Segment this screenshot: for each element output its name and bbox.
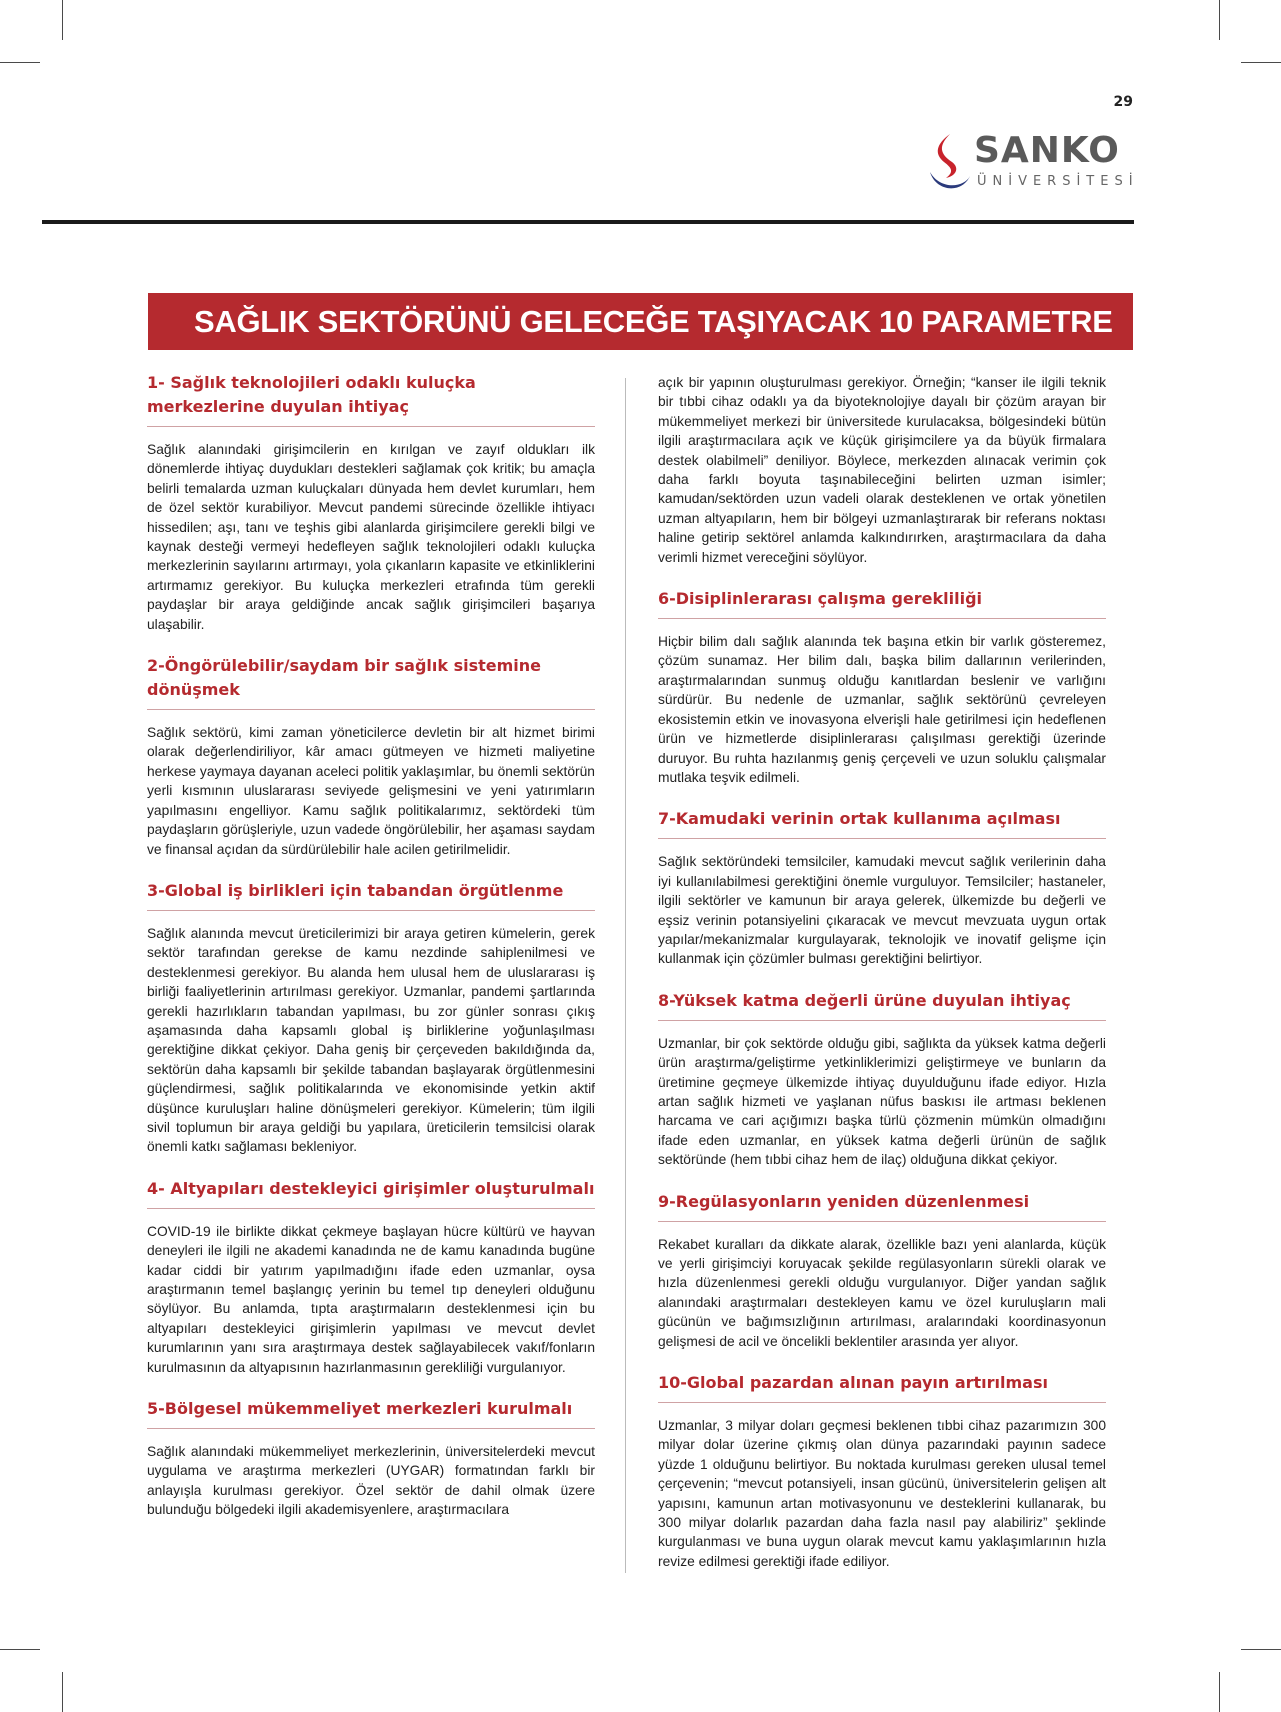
crop-mark <box>62 0 63 40</box>
section-10 <box>658 1371 1106 1571</box>
crop-mark <box>0 1649 40 1650</box>
section-heading: 9-Regülasyonların yeniden düzenlenmesi <box>658 1190 1106 1222</box>
university-logo <box>926 130 1139 204</box>
section-heading: 8-Yüksek katma değerli ürüne duyulan ihtiyaç <box>658 989 1106 1021</box>
section-2 <box>147 654 595 859</box>
section-body: Uzmanlar, 3 milyar doları geçmesi beklenen tıbbi cihaz pazarımızın 300 milyar dolar üzerine çıkmış olan dünya pazarındaki payının sadece yüzde 1 olduğunu belirtiyor. Bu noktada kurulması gereken ulusal temel çerçevenin; “mevcut potansiyeli, insan gücünü, üniversitelerin gelişen alt yapısını, kamunun artan motivasyonunu ve desteklerini kullanarak, bu 300 milyar dolarlık pazardan daha fazla nasıl pay alabiliriz” şeklinde kurgulanması ve buna uygun olarak mevcut kamu yaklaşımlarının hızla revize edilmesi gerektiği ifade ediliyor. <box>658 1418 1106 1569</box>
section-body: COVID-19 ile birlikte dikkat çekmeye başlayan hücre kültürü ve hayvan deneyleri ile ilgili ne akademi kanadında ne de kamu kanadında bugüne kadar ciddi bir yatırım yapılmadığını ifade eden uzmanlar, oysa araştırmanın temel başlangıç yerinin bu temel tıp deneyleri olduğunu söylüyor. Bu anlamda, tıpta araştırmaların desteklenmesi için bu altyapıları destekleyici girişimlerin yapılması ve mevcut devlet kurumlarının yanı sıra araştırmaya destek sağlayabilecek vakıf/fonların kurulmasının da altyapısının hazırlanmasının gerekliliği vurgulanıyor. <box>147 1223 595 1375</box>
section-4 <box>147 1177 595 1377</box>
section-body: Rekabet kuralları da dikkate alarak, özellikle bazı yeni alanlarda, küçük ve yerli girişimciyi koruyacak şekilde regülasyonların sürekli olarak ve hızla düzenlenmesi gerekli olduğu vurgulanıyor. Diğer yandan sağlık alanındaki araştırmaları destekleyen kamu ve özel kuruluşların mali gücünün ve bağımsızlığının artırılması, aralarındaki koordinasyonun gelişmesi de acil ve öncelikli beklentiler arasında yer alıyor. <box>658 1236 1106 1349</box>
section-heading: 5-Bölgesel mükemmeliyet merkezleri kurulmalı <box>147 1397 595 1429</box>
section-heading: 7-Kamudaki verinin ortak kullanıma açılması <box>658 807 1106 839</box>
article-title: SAĞLIK SEKTÖRÜNÜ GELECEĞE TAŞIYACAK 10 PARAMETRE <box>148 293 1133 350</box>
section-5-continued: açık bir yapının oluşturulması gerekiyor. Örneğin; “kanser ile ilgili teknik bir tıbbi cihaz odaklı ya da biyoteknolojiye dayalı bir çözüm arayan bir mükemmeliyet merkezi bir üniversitede kurulacaksa, bölgesindeki bütün ilgili araştırmacılara açık ve küçük girişimcilere ya da büyük firmalara destek olabilmeli” deniliyor. Böylece, merkezden alınacak verimin çok daha farklı boyuta taşınabileceğini belirten uzman isimler; kamudan/sektörden uzun vadeli olarak desteklenen ve ortak yönetilen uzman altyapıların, hem bir bölgeyi uzmanlaştırarak bir referans noktası haline getirip sektörel anlamda kalkındırırken, araştırmacılara da daha verimli hizmet vereceğini söylüyor. <box>658 375 1106 565</box>
section-3 <box>147 879 595 1157</box>
section-heading: 6-Disiplinlerarası çalışma gerekliliği <box>658 587 1106 619</box>
crop-mark <box>62 1672 63 1712</box>
crop-mark <box>0 62 40 63</box>
section-heading: 10-Global pazardan alınan payın artırılması <box>658 1371 1106 1403</box>
section-9 <box>658 1190 1106 1351</box>
header-rule <box>42 220 1134 224</box>
section-1 <box>147 371 595 634</box>
section-5 <box>147 1397 595 1520</box>
logo-subtitle: ÜNİVERSİTESİ <box>977 174 1139 189</box>
crop-mark <box>1219 1672 1220 1712</box>
section-8 <box>658 989 1106 1170</box>
section-6 <box>658 587 1106 787</box>
crop-mark <box>1241 62 1281 63</box>
logo-wordmark: SANKO <box>974 130 1120 171</box>
section-body: Sağlık alanındaki mükemmeliyet merkezlerinin, üniversitelerdeki mevcut uygulama ve araştırma merkezleri (UYGAR) formatından farklı bir anlayışla kurulması gerekiyor. Özel sektör de dahil olmak üzere bulunduğu bölgedeki ilgili akademisyenlere, araştırmacılara <box>147 1444 595 1518</box>
section-body: Hiçbir bilim dalı sağlık alanında tek başına etkin bir varlık gösteremez, çözüm sunamaz. Her bilim dalı, başka bilim dallarının verilerinden, araştırmalarından sunmuş olduğu kanıtlardan beslenir ve varlığını sürdürür. Bu nedenle de uzmanlar, sağlık sektörünü çevreleyen ekosistemin etkin ve inovasyona elverişli hale getirilmesi için hedeflenen ürün ve hizmetlerde disiplinlerarası çalışılması gerektiği üzerinde duruyor. Bu ruhta hazılanmış geniş çerçeveli ve uzun soluklu çalışmalar mutlaka teşvik edilmeli. <box>658 634 1106 785</box>
crop-mark <box>1219 0 1220 40</box>
crop-mark <box>1241 1649 1281 1650</box>
section-7 <box>658 807 1106 968</box>
section-body: Sağlık sektörü, kimi zaman yöneticilerce devletin bir alt hizmet birimi olarak değerlendiriliyor, kâr amacı gütmeyen ve hizmeti maliyetine herkese yaymaya dayanan aceleci politik yaklaşımlar, bu önemli sektörün yerli kısmının uluslararası seviyede gelişmesini ve yeni yatırımların yapılmasını engelliyor. Kamu sağlık politikalarımız, sektördeki tüm paydaşların görüşleriyle, uzun vadede öngörülebilir, her aşaması saydam ve finansal açıdan da sürdürülebilir hale acilen getirilmelidir. <box>147 725 595 857</box>
section-heading: 1- Sağlık teknolojileri odaklı kuluçka merkezlerine duyulan ihtiyaç <box>147 371 595 427</box>
sanko-emblem-icon <box>926 132 972 200</box>
section-heading: 2-Öngörülebilir/saydam bir sağlık sistemine dönüşmek <box>147 654 595 710</box>
left-column <box>147 371 595 1520</box>
section-heading: 4- Altyapıları destekleyici girişimler oluşturulmalı <box>147 1177 595 1209</box>
section-body: Sağlık sektöründeki temsilciler, kamudaki mevcut sağlık verilerinin daha iyi kullanılabilmesi gerektiğini önemle vurguluyor. Temsilciler; hastaneler, ilgili sektörler ve kamunun bir araya gelerek, ülkemizde bu değerli ve eşsiz verinin potansiyelini çıkaracak ve mevcut mevzuata uygun ortak yapılar/mekanizmalar kurgulayarak, teknolojik ve inovatif gelişme için kullanmak için çözümler bulması gerektiğini belirtiyor. <box>658 854 1106 967</box>
section-body: Sağlık alanında mevcut üreticilerimizi bir araya getiren kümelerin, gerek sektör tarafından gerekse de kamu nezdinde sahiplenilmesi ve desteklenmesi gerekiyor. Bu alanda hem ulusal hem de uluslararası iş birliği faaliyetlerinin artırılması gerekiyor. Uzmanlar, pandemi şartlarında gerekli hazırlıkların tabandan yapılması, bu zor günler sonrası çıkış aşamasında daha kapsamlı global iş birliklerine yoğunlaşılması gerektiğine dikkat çekiyor. Daha geniş bir çerçeveden bakıldığında da, sektörün daha kapsamlı bir şekilde tabandan başlayarak örgütlenmesini güçlendirmesi, sağlık politikalarında ve ekonomisinde yetkin aktif düşünce kuruluşları haline dönüşmeleri gerekiyor. Kümelerin; tüm ilgili sivil toplumun bir araya geldiği bu yapılara, üreticilerin temsilcisi olarak önemli katkı sağlaması bekleniyor. <box>147 925 595 1155</box>
section-heading: 3-Global iş birlikleri için tabandan örgütlenme <box>147 879 595 911</box>
section-body: Uzmanlar, bir çok sektörde olduğu gibi, sağlıkta da yüksek katma değerli ürün araştırma/geliştirme yetkinliklerimizi geliştirmeye ve bunların da üretimine geçmeye ülkemizde ihtiyaç duyulduğunu ifade ediyor. Hızla artan sağlık hizmeti ve yaşlanan nüfus baskısı ile artması beklenen harcama ve cari açığımızı başka türlü çözmenin mümkün olmadığını ifade eden uzmanlar, en yüksek katma değerli ürünün de sağlık sektöründe (hem tıbbi cihaz hem de ilaç) olduğuna dikkat çekiyor. <box>658 1035 1106 1168</box>
page-number: 29 <box>1113 94 1133 110</box>
section-body: Sağlık alanındaki girişimcilerin en kırılgan ve zayıf oldukları ilk dönemlerde ihtiyaç duydukları destekleri sağlamak çok kritik; bu amaçla belirli temalarda uzman kuluçkaları dünyada hem devlet kurumları, hem de özel sektör kurabiliyor. Mevcut pandemi sürecinde özellikle ihtiyacı hissedilen; aşı, tanı ve teşhis gibi alanlarda girişimcilere gerekli bilgi ve kaynak desteği vermeyi hedefleyen sağlık teknolojileri odaklı kuluçka merkezlerinin sayılarını artırmayı, yola çıkanların kapasite ve etkinliklerini artırmamız gerekiyor. Bu kuluçka merkezleri etrafında tüm gerekli paydaşlar bir araya geldiğinde ancak sağlık girişimcileri başarıya ulaşabilir. <box>147 442 595 632</box>
column-divider <box>625 378 626 1573</box>
right-column <box>658 371 1106 1571</box>
